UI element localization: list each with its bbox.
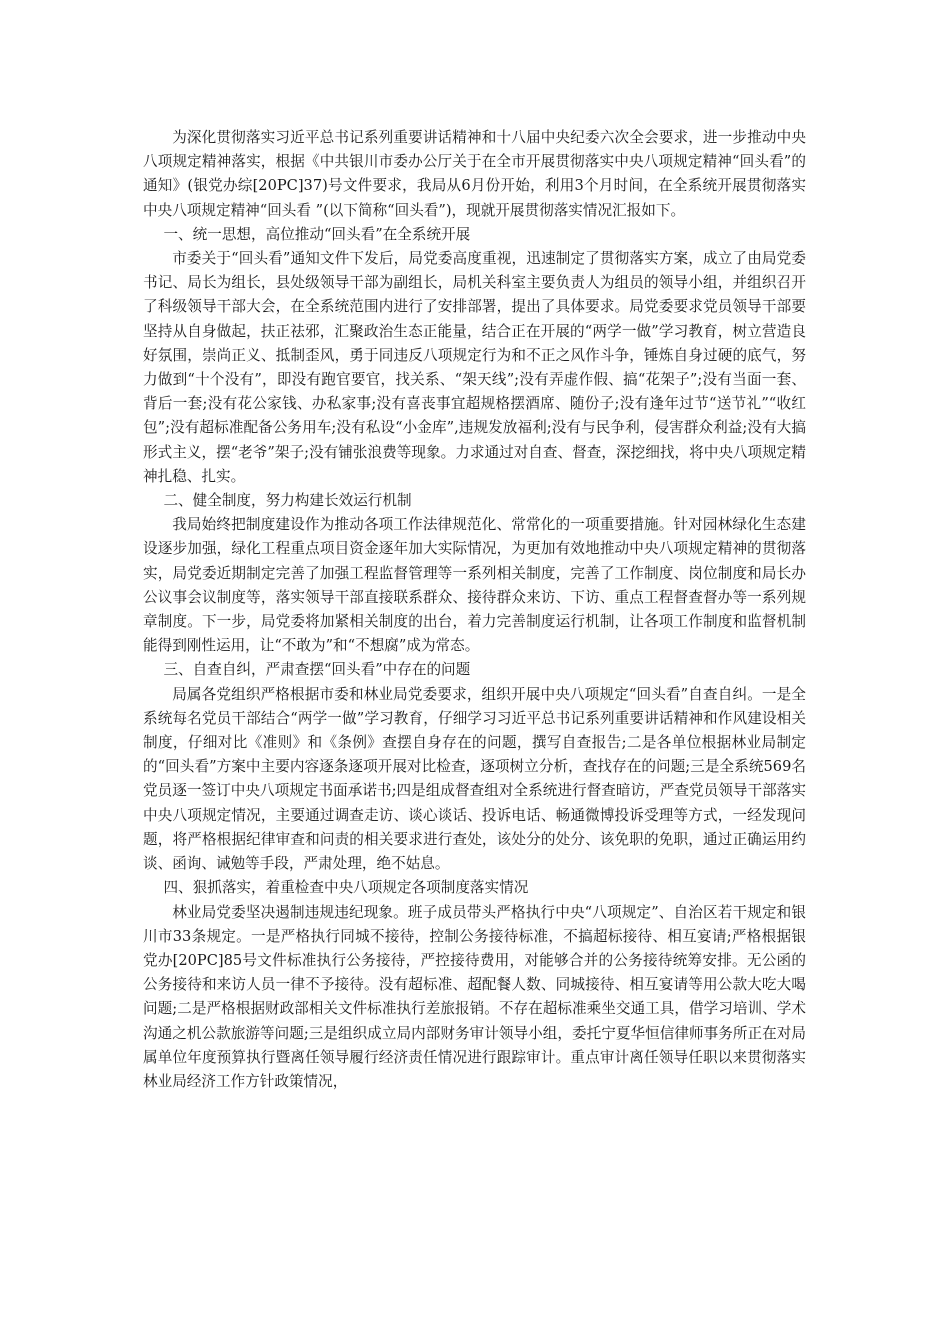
intro-paragraph: 为深化贯彻落实习近平总书记系列重要讲话精神和十八届中央纪委六次全会要求，进一步推动中央八项规定精神落实，根据《中共银川市委办公厅关于在全市开展贯彻落实中央八项规定精神“回头看”的通知》(银党办综[20PC]37)号文件要求，我局从6月份开始，利用3个月时间，在全系统开展贯彻落实中央八项规定精神“回头看 ”(以下简称“回头看”)，现就开展贯彻落实情况汇报如下。	[143, 129, 806, 219]
section-heading-4: 四、狠抓落实，着重检查中央八项规定各项制度落实情况	[163, 879, 529, 897]
section-1-paragraph: 市委关于“回头看”通知文件下发后，局党委高度重视，迅速制定了贯彻落实方案，成立了由局党委书记、局长为组长，县处级领导干部为副组长，局机关科室主要负责人为组员的领导小组，并组织召开了科级领导干部大会，在全系统范围内进行了安排部署，提出了具体要求。局党委要求党员领导干部要坚持从自身做起，扶正祛邪，汇聚政治生态正能量，结合正在开展的“两学一做”学习教育，树立营造良好氛围，崇尚正义、抵制歪风，勇于同违反八项规定行为和不正之风作斗争，锤炼自身过硬的底气，努力做到“十个没有”，即没有跑官要官，找关系、“架天线”;没有弄虚作假、搞“花架子”;没有当面一套、背后一套;没有花公家钱、办私家事;没有喜丧事宜超规格摆酒席、随份子;没有逢年过节“送节礼”“收红包”;没有超标准配备公务用车;没有私设“小金库”,违规发放福利;没有与民争利，侵害群众利益;没有大搞形式主义，摆“老爷”架子;没有铺张浪费等现象。力求通过对自查、督查，深挖细找，将中央八项规定精神扎稳、扎实。	[143, 250, 806, 485]
section-heading-3: 三、自查自纠，严肃查摆“回头看”中存在的问题	[163, 661, 471, 679]
section-heading-2: 二、健全制度，努力构建长效运行机制	[163, 492, 412, 510]
section-2-paragraph: 我局始终把制度建设作为推动各项工作法律规范化、常常化的一项重要措施。针对园林绿化生态建设逐步加强，绿化工程重点项目资金逐年加大实际情况，为更加有效地推动中央八项规定精神的贯彻落实，局党委近期制定完善了加强工程监督管理等一系列相关制度，完善了工作制度、岗位制度和局长办公议事会议制度等，落实领导干部直接联系群众、接待群众来访、下访、重点工程督查督办等一系列规章制度。下一步，局党委将加紧相关制度的出台，着力完善制度运行机制，让各项工作制度和监督机制能得到刚性运用，让“不敢为”和“不想腐”成为常态。	[143, 516, 806, 655]
section-3-paragraph: 局属各党组织严格根据市委和林业局党委要求，组织开展中央八项规定“回头看”自查自纠。一是全系统每名党员干部结合“两学一做”学习教育，仔细学习习近平总书记系列重要讲话精神和作风建设相关制度，仔细对比《准则》和《条例》查摆自身存在的问题，撰写自查报告;二是各单位根据林业局制定的“回头看”方案中主要内容逐条逐项开展对比检查，逐项树立分析，查找存在的问题;三是全系统569名党员逐一签订中央八项规定书面承诺书;四是组成督查组对全系统进行督查暗访，严查党员领导干部落实中央八项规定情况，主要通过调查走访、谈心谈话、投诉电话、畅通微博投诉受理等方式，一经发现问题，将严格根据纪律审查和问责的相关要求进行查处，该处分的处分、该免职的免职，通过正确运用约谈、函询、诫勉等手段，严肃处理，绝不姑息。	[143, 685, 806, 873]
document-body	[143, 126, 806, 1094]
section-heading-1: 一、统一思想，高位推动“回头看”在全系统开展	[163, 225, 471, 243]
section-4-paragraph: 林业局党委坚决遏制违规违纪现象。班子成员带头严格执行中央“八项规定”、自治区若干规定和银川市33条规定。一是严格执行同城不接待，控制公务接待标准，不搞超标接待、相互宴请;严格根据银党办[20PC]85号文件标准执行公务接待，严控接待费用，对能够合并的公务接待统筹安排。无公函的公务接待和来访人员一律不予接待。没有超标准、超配餐人数、同城接待、相互宴请等用公款大吃大喝问题;二是严格根据财政部相关文件标准执行差旅报销。不存在超标准乘坐交通工具，借学习培训、学术沟通之机公款旅游等问题;三是组织成立局内部财务审计领导小组，委托宁夏华恒信律师事务所正在对局属单位年度预算执行暨离任领导履行经济责任情况进行跟踪审计。重点审计离任领导任职以来贯彻落实林业局经济工作方针政策情况，	[143, 903, 806, 1090]
